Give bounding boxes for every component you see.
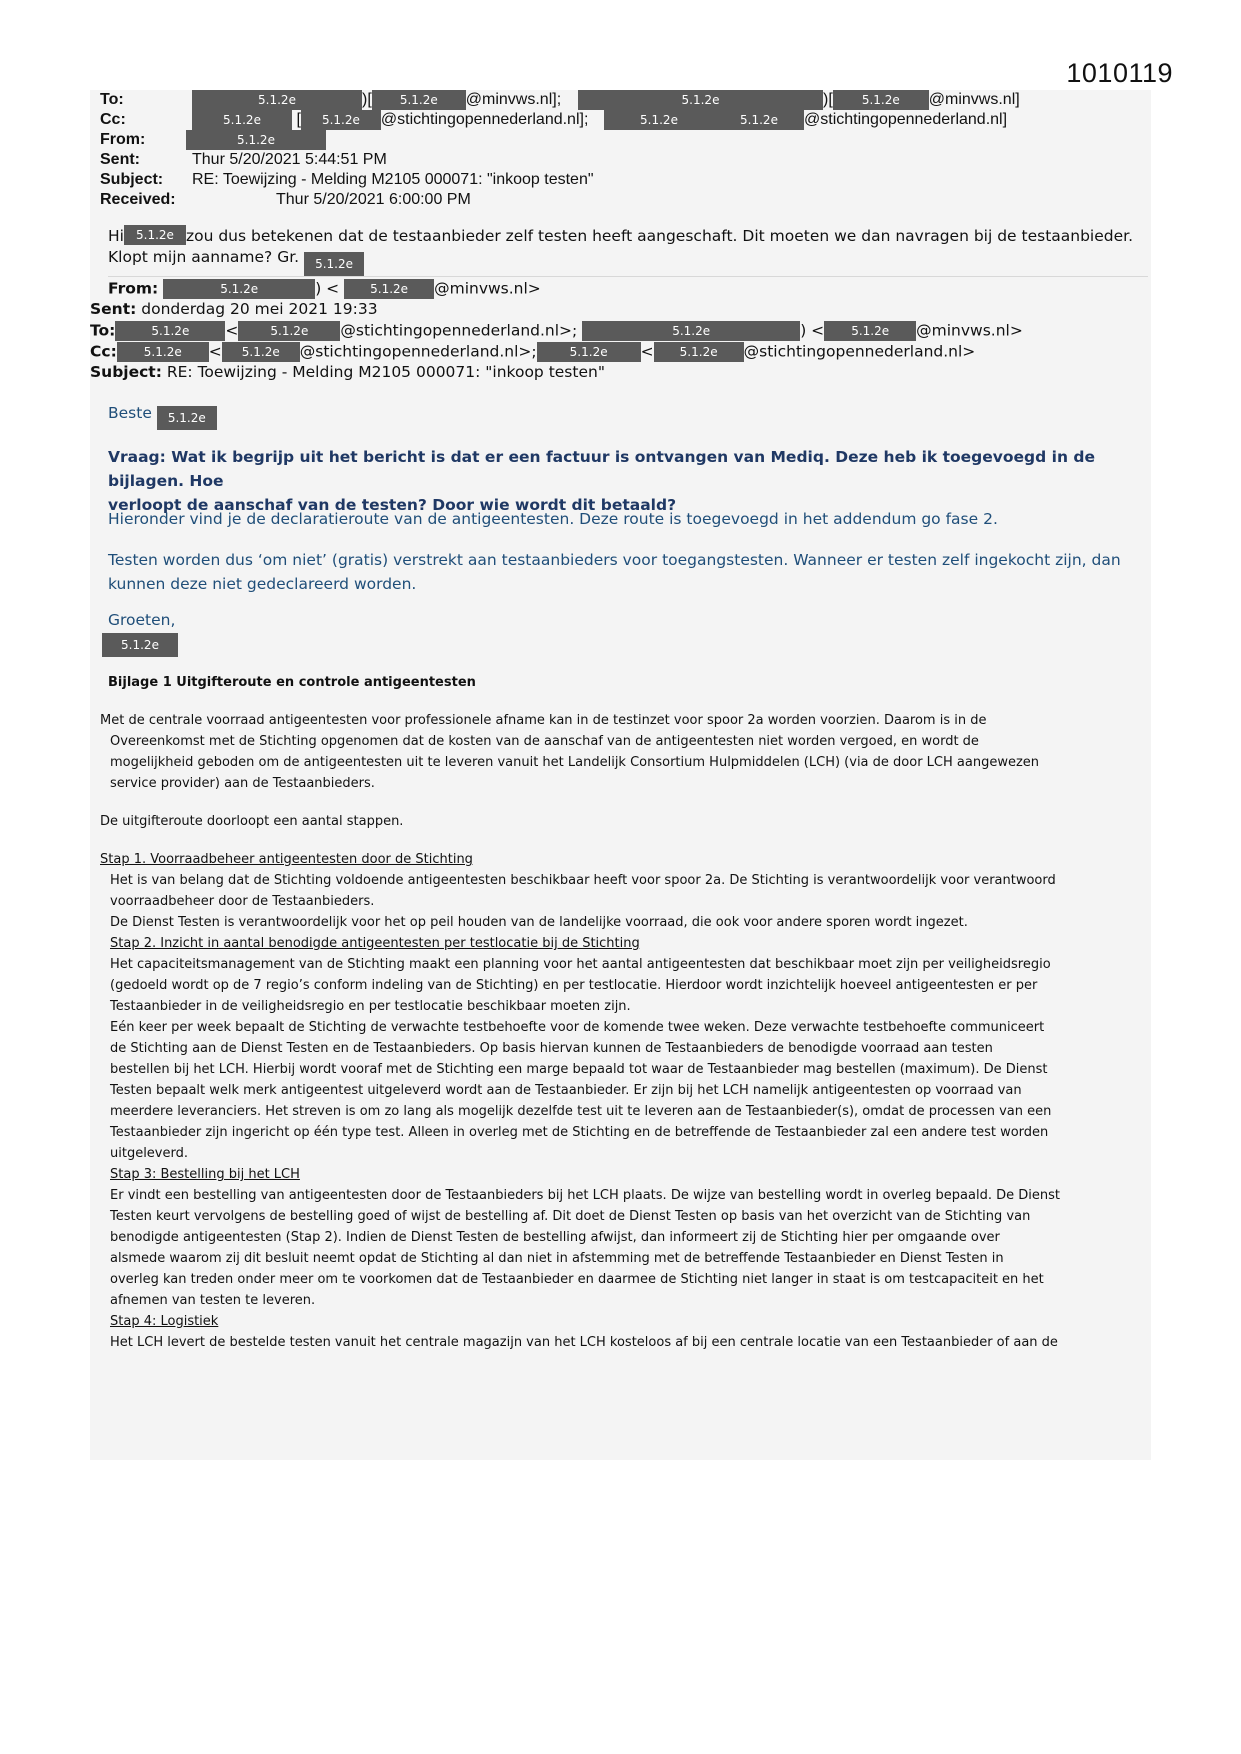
sent-label: Sent: (100, 151, 140, 168)
received-value: Thur 5/20/2021 6:00:00 PM (276, 191, 471, 208)
separator-text: )[ (823, 91, 833, 109)
from-label: From: (100, 131, 146, 148)
step2-line: Het capaciteitsmanagement van de Stichting maakt een planning voor het aantal antigeentesten dat beschikbaar moet zijn per veiligheidsregio (110, 957, 1051, 972)
bijlage-intro-line: Overeenkomst met de Stichting opgenomen dat de kosten van de aanschaf van de antigeentesten niet worden vergoed, en wordt de (110, 734, 979, 749)
free-tests-paragraph: Testen worden dus ‘om niet’ (gratis) verstrekt aan testaanbieders voor toegangstesten. Wanneer er testen zelf ingekocht zijn, dan kunnen deze niet gedeclareerd worden. (108, 551, 1121, 593)
step3-line: alsmede waarom zij dit besluit neemt opdat de Stichting al dan niet in afstemming met de betreffende Testaanbieder en Dienst Testen in (110, 1251, 1004, 1266)
bijlage-body (100, 710, 1140, 1353)
bijlage-intro-line: mogelijkheid geboden om de antigeentesten uit te leveren vanuit het Landelijk Consortium Hulpmiddelen (LCH) (via de door LCH aangewezen (110, 755, 1040, 770)
separator-text: [ (296, 111, 301, 129)
to-domain: @minvws.nl] (928, 91, 1020, 109)
to-domain: @minvws.nl]; (465, 91, 562, 109)
redaction-box: 5.1.2e (372, 90, 466, 110)
step2-line: Testaanbieder in de veiligheidsregio en per testlocatie beschikbaar moeten zijn. (110, 999, 631, 1014)
bijlage-intro-line: service provider) aan de Testaanbieders. (110, 776, 375, 791)
salutation: Beste 5.1.2e (108, 404, 217, 430)
redaction-box: 5.1.2e (192, 110, 292, 130)
redaction-box: 5.1.2e (344, 279, 434, 299)
step3-line: Er vindt een bestelling van antigeentesten door de Testaanbieders bij het LCH plaats. De wijze van bestelling wordt in overleg bepaald. De Dienst (110, 1188, 1060, 1203)
reply-line-1: Hi 5.1.2e zou dus betekenen dat de testaanbieder zelf testen heeft aangeschaft. Dit moeten we dan navragen bij de testaanbieder. (108, 227, 1134, 245)
step2-line: Testen bepaalt welk merk antigeentest uitgeleverd wordt aan de Testaanbieder. Er zijn bij het LCH namelijk antigeentesten op voorraad van (110, 1083, 1022, 1098)
redaction-box: 5.1.2e (714, 110, 804, 130)
step4-title: Stap 4: Logistiek (110, 1314, 219, 1329)
divider (108, 276, 1148, 277)
redaction-box: 5.1.2e (115, 321, 225, 341)
redaction-box: 5.1.2e (163, 279, 315, 299)
step2-line: uitgeleverd. (110, 1146, 188, 1161)
fwd-subject-row: Subject: RE: Toewijzing - Melding M2105 000071: "inkoop testen" (90, 363, 605, 381)
redaction-box: 5.1.2e (301, 110, 381, 130)
step3-line: overleg kan treden onder meer om te voorkomen dat de Testaanbieder en daarmee de Stichting niet langer in staat is om testcapaciteit en het (110, 1272, 1044, 1287)
subject-value: RE: Toewijzing - Melding M2105 000071: "inkoop testen" (192, 171, 594, 188)
redaction-box: 5.1.2e (102, 633, 178, 657)
cc-domain: @stichtingopennederland.nl] (804, 111, 1008, 129)
route-intro: De uitgifteroute doorloopt een aantal stappen. (100, 814, 404, 829)
redaction-box: 5.1.2e (238, 321, 340, 341)
redaction-box: 5.1.2e (192, 90, 362, 110)
step1-line: Het is van belang dat de Stichting voldoende antigeentesten beschikbaar heeft voor spoor 2a. De Stichting is verantwoordelijk voor verantwoord (110, 873, 1056, 888)
subject-label: Subject: (100, 171, 164, 188)
step3-line: afnemen van testen te leveren. (110, 1293, 316, 1308)
step2-line: (gedoeld wordt op de 7 regio’s conform indeling van de Stichting) en per testlocatie. Hierdoor wordt inzichtelijk hoeveel antigeentesten er per (110, 978, 1038, 993)
sent-value: Thur 5/20/2021 5:44:51 PM (192, 151, 387, 168)
separator-text: )[ (362, 91, 372, 109)
step1-title: Stap 1. Voorraadbeheer antigeentesten door de Stichting (100, 852, 473, 867)
step2-line: bestellen bij het LCH. Hierbij wordt vooraf met de Stichting een marge bepaald tot waar de Testaanbieder mag bestellen (maximum). De Dienst (110, 1062, 1048, 1077)
step1-line: De Dienst Testen is verantwoordelijk voor het op peil houden van de landelijke voorraad, die ook voor andere sporen wordt ingezet. (110, 915, 968, 930)
step2-line: Testaanbieder zijn ingericht op één type test. Alleen in overleg met de Stichting en de betreffende de Testaanbieder zal een andere test worden (110, 1125, 1049, 1140)
redaction-box: 5.1.2e (578, 90, 823, 110)
fwd-from-row: From: 5.1.2e ) < 5.1.2e @minvws.nl> (108, 279, 541, 298)
reply-line-2: Klopt mijn aanname? Gr. 5.1.2e (108, 248, 364, 276)
step1-line: voorraadbeheer door de Testaanbieders. (110, 894, 375, 909)
redaction-box: 5.1.2e (833, 90, 929, 110)
step3-line: Testen keurt vervolgens de bestelling goed of wijst de bestelling af. Dit doet de Dienst Testen op basis van het overzicht van de Stichting van (110, 1209, 1031, 1224)
redaction-box: 5.1.2e (654, 342, 744, 362)
question-paragraph: Vraag: Wat ik begrijp uit het bericht is dat er een factuur is ontvangen van Mediq. Deze heb ik toegevoegd in de bijlagen. Hoe verloopt de aanschaf van de testen? Door wie wordt dit betaald? (108, 448, 1095, 514)
redaction-box: 5.1.2e (124, 225, 186, 245)
redaction-box: 5.1.2e (157, 406, 217, 430)
fwd-to-row: To: 5.1.2e < 5.1.2e @stichtingopennederland.nl>; 5.1.2e ) < 5.1.2e @minvws.nl> (90, 321, 1023, 340)
bijlage-intro-line: Met de centrale voorraad antigeentesten voor professionele afname kan in de testinzet voor spoor 2a worden voorzien. Daarom is in de (100, 713, 987, 728)
redaction-box: 5.1.2e (222, 342, 300, 362)
closing: Groeten, (108, 611, 176, 629)
step2-line: de Stichting aan de Dienst Testen en de Testaanbieders. Op basis hiervan kunnen de Testaanbieders de benodigde voorraad aan testen (110, 1041, 993, 1056)
step3-title: Stap 3: Bestelling bij het LCH (110, 1167, 300, 1182)
route-paragraph: Hieronder vind je de declaratieroute van de antigeentesten. Deze route is toegevoegd in het addendum go fase 2. (108, 510, 998, 528)
bijlage-title: Bijlage 1 Uitgifteroute en controle antigeentesten (108, 675, 476, 690)
redaction-box: 5.1.2e (537, 342, 641, 362)
signature-redaction (102, 633, 178, 657)
document-number: 1010119 (1066, 58, 1173, 88)
email-page (90, 90, 1151, 1460)
cc-domain: @stichtingopennederland.nl]; (380, 111, 589, 129)
step2-line: meerdere leveranciers. Het streven is om zo lang als mogelijk dezelfde test uit te leveren aan de Testaanbieder(s), omdat de processen van een (110, 1104, 1052, 1119)
redaction-box: 5.1.2e (186, 130, 326, 150)
step3-line: benodigde antigeentesten (Stap 2). Indien de Dienst Testen de bestelling afwijst, dan informeert zij de Stichting hier per omgaande over (110, 1230, 1000, 1245)
to-label: To: (100, 91, 124, 108)
redaction-box: 5.1.2e (604, 110, 714, 130)
step2-line: Eén keer per week bepaalt de Stichting de verwachte testbehoefte voor de komende twee weken. Deze verwachte testbehoefte communiceert (110, 1020, 1045, 1035)
redaction-box: 5.1.2e (582, 321, 800, 341)
fwd-sent-row: Sent: donderdag 20 mei 2021 19:33 (90, 300, 378, 318)
redaction-box: 5.1.2e (117, 342, 209, 362)
received-label: Received: (100, 191, 176, 208)
cc-label: Cc: (100, 111, 126, 128)
fwd-cc-row: Cc: 5.1.2e < 5.1.2e @stichtingopennederland.nl>; 5.1.2e < 5.1.2e @stichtingopennederland.nl> (90, 342, 976, 361)
redaction-box: 5.1.2e (304, 252, 364, 276)
redaction-box: 5.1.2e (824, 321, 916, 341)
step4-line: Het LCH levert de bestelde testen vanuit het centrale magazijn van het LCH kosteloos af bij een centrale locatie van een Testaanbieder of aan de (110, 1335, 1058, 1350)
step2-title: Stap 2. Inzicht in aantal benodigde antigeentesten per testlocatie bij de Stichting (110, 936, 640, 951)
